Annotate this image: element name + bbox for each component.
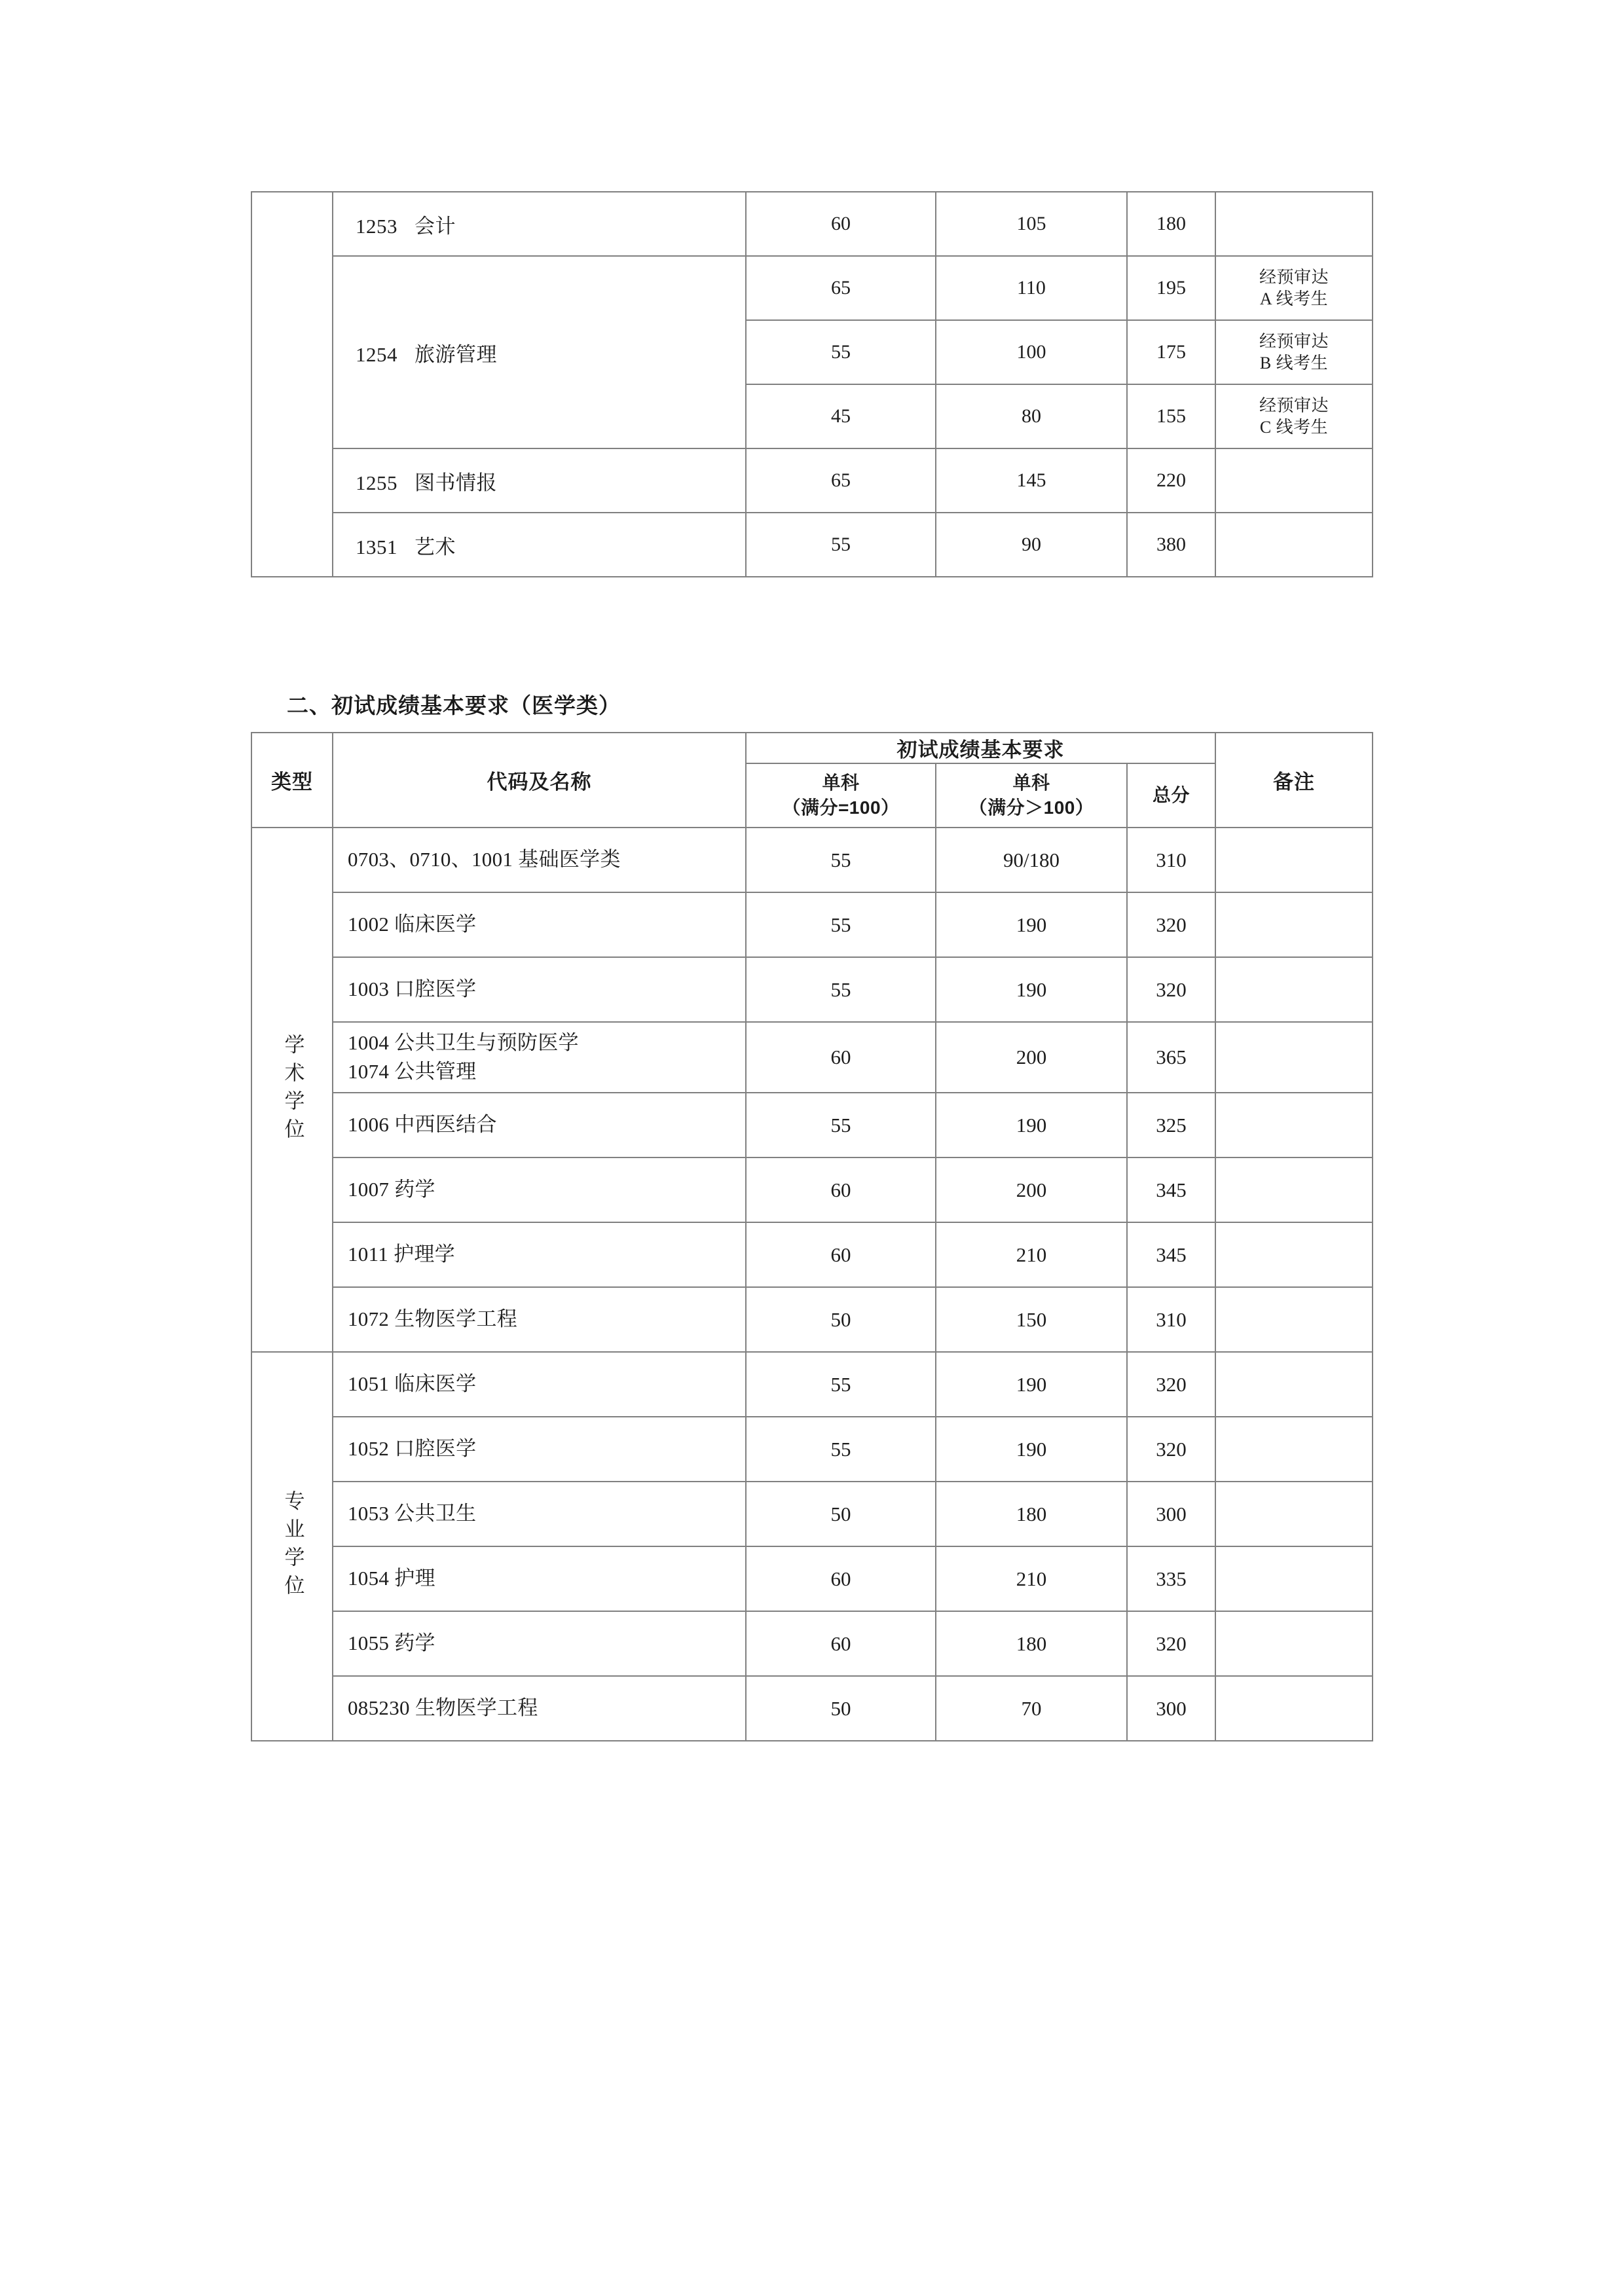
table-row bbox=[251, 1482, 1373, 1546]
single-gt100-cell: 210 bbox=[936, 1222, 1127, 1287]
table-row bbox=[251, 1157, 1373, 1222]
single-100-cell: 60 bbox=[746, 192, 936, 256]
total-cell: 320 bbox=[1127, 1611, 1215, 1676]
remark-cell bbox=[1215, 1417, 1373, 1482]
single-100-cell: 60 bbox=[746, 1222, 936, 1287]
table-row bbox=[251, 1611, 1373, 1676]
header-single-100 bbox=[746, 763, 936, 828]
total-cell: 220 bbox=[1127, 448, 1215, 513]
total-cell: 325 bbox=[1127, 1093, 1215, 1157]
single-100-cell: 55 bbox=[746, 1093, 936, 1157]
single-gt100-cell: 80 bbox=[936, 384, 1127, 448]
remark-line-2: A 线考生 bbox=[1259, 289, 1329, 308]
program-title: 旅游管理 bbox=[415, 342, 497, 366]
program-name-cell bbox=[333, 192, 746, 256]
program-code: 1351 bbox=[356, 535, 397, 558]
total-cell: 345 bbox=[1127, 1157, 1215, 1222]
table-row bbox=[251, 1022, 1373, 1093]
single-gt100-cell: 70 bbox=[936, 1676, 1127, 1741]
single-gt100-cell: 190 bbox=[936, 892, 1127, 957]
program-name-cell bbox=[333, 1022, 746, 1093]
remark-cell bbox=[1215, 1676, 1373, 1741]
remark-cell bbox=[1215, 828, 1373, 892]
group-label-professional-text: 专业学位 bbox=[281, 1490, 304, 1603]
single-gt100-cell: 90/180 bbox=[936, 828, 1127, 892]
table-row bbox=[251, 892, 1373, 957]
total-cell: 300 bbox=[1127, 1482, 1215, 1546]
program-name-line1: 1004 公共卫生与预防医学 bbox=[348, 1030, 579, 1054]
table-row bbox=[251, 1222, 1373, 1287]
header-single-gt100-line1: 单科 bbox=[1012, 773, 1050, 793]
table-row bbox=[251, 448, 1373, 513]
single-100-cell: 55 bbox=[746, 320, 936, 384]
single-100-cell: 50 bbox=[746, 1482, 936, 1546]
single-100-cell: 65 bbox=[746, 448, 936, 513]
table-row bbox=[251, 192, 1373, 256]
remark-cell bbox=[1215, 1611, 1373, 1676]
program-name-cell: 1051 临床医学 bbox=[333, 1352, 746, 1417]
header-type: 类型 bbox=[251, 733, 333, 828]
single-100-cell: 60 bbox=[746, 1611, 936, 1676]
group-label-academic bbox=[251, 828, 333, 1352]
program-name-cell: 1053 公共卫生 bbox=[333, 1482, 746, 1546]
program-name-cell: 1054 护理 bbox=[333, 1546, 746, 1611]
single-100-cell: 55 bbox=[746, 1417, 936, 1482]
table-row bbox=[251, 1352, 1373, 1417]
remark-cell bbox=[1215, 320, 1373, 384]
table-row bbox=[251, 1417, 1373, 1482]
total-cell: 380 bbox=[1127, 513, 1215, 577]
score-requirements-table-continued bbox=[251, 191, 1373, 577]
single-gt100-cell: 105 bbox=[936, 192, 1127, 256]
section-heading: 二、初试成绩基本要求（医学类） bbox=[287, 693, 621, 718]
remark-line-1: 经预审达 bbox=[1259, 331, 1329, 351]
program-name-cell: 1002 临床医学 bbox=[333, 892, 746, 957]
single-gt100-cell: 180 bbox=[936, 1611, 1127, 1676]
single-100-cell: 45 bbox=[746, 384, 936, 448]
table-row bbox=[251, 1287, 1373, 1352]
total-cell: 155 bbox=[1127, 384, 1215, 448]
program-name-cell: 1003 口腔医学 bbox=[333, 957, 746, 1022]
single-100-cell: 55 bbox=[746, 513, 936, 577]
program-title: 艺术 bbox=[415, 535, 456, 558]
program-title: 会计 bbox=[415, 214, 456, 238]
header-total: 总分 bbox=[1127, 763, 1215, 828]
single-gt100-cell: 100 bbox=[936, 320, 1127, 384]
single-100-cell: 55 bbox=[746, 957, 936, 1022]
header-single-gt100 bbox=[936, 763, 1127, 828]
total-cell: 320 bbox=[1127, 1352, 1215, 1417]
program-code: 1253 bbox=[356, 214, 397, 238]
program-name-cell bbox=[333, 256, 746, 448]
remark-line-2: C 线考生 bbox=[1259, 418, 1329, 437]
single-gt100-cell: 190 bbox=[936, 1417, 1127, 1482]
total-cell: 345 bbox=[1127, 1222, 1215, 1287]
single-100-cell: 55 bbox=[746, 828, 936, 892]
program-title: 图书情报 bbox=[415, 471, 497, 494]
program-name-cell: 0703、0710、1001 基础医学类 bbox=[333, 828, 746, 892]
single-gt100-cell: 150 bbox=[936, 1287, 1127, 1352]
program-name-cell: 085230 生物医学工程 bbox=[333, 1676, 746, 1741]
total-cell: 310 bbox=[1127, 1287, 1215, 1352]
score-requirements-table-medical bbox=[251, 732, 1373, 1741]
single-gt100-cell: 180 bbox=[936, 1482, 1127, 1546]
remark-cell bbox=[1215, 1287, 1373, 1352]
single-gt100-cell: 145 bbox=[936, 448, 1127, 513]
single-100-cell: 65 bbox=[746, 256, 936, 320]
header-single-100-line1: 单科 bbox=[822, 773, 860, 793]
remark-cell bbox=[1215, 192, 1373, 256]
single-100-cell: 55 bbox=[746, 1352, 936, 1417]
total-cell: 320 bbox=[1127, 892, 1215, 957]
header-code-and-name: 代码及名称 bbox=[333, 733, 746, 828]
program-name-line2: 1074 公共管理 bbox=[348, 1060, 477, 1083]
remark-cell bbox=[1215, 1093, 1373, 1157]
program-code: 1254 bbox=[356, 342, 397, 366]
program-name-cell: 1007 药学 bbox=[333, 1157, 746, 1222]
table-row bbox=[251, 828, 1373, 892]
program-name-cell: 1011 护理学 bbox=[333, 1222, 746, 1287]
remark-cell bbox=[1215, 892, 1373, 957]
remark-cell bbox=[1215, 1352, 1373, 1417]
single-gt100-cell: 110 bbox=[936, 256, 1127, 320]
remark-cell bbox=[1215, 256, 1373, 320]
total-cell: 175 bbox=[1127, 320, 1215, 384]
total-cell: 320 bbox=[1127, 957, 1215, 1022]
remark-cell bbox=[1215, 1546, 1373, 1611]
table-row bbox=[251, 256, 1373, 320]
program-name-cell: 1052 口腔医学 bbox=[333, 1417, 746, 1482]
single-gt100-cell: 190 bbox=[936, 1352, 1127, 1417]
header-remark: 备注 bbox=[1215, 733, 1373, 828]
table-row bbox=[251, 1093, 1373, 1157]
single-100-cell: 50 bbox=[746, 1287, 936, 1352]
total-cell: 320 bbox=[1127, 1417, 1215, 1482]
table-row bbox=[251, 513, 1373, 577]
total-cell: 180 bbox=[1127, 192, 1215, 256]
single-100-cell: 60 bbox=[746, 1546, 936, 1611]
group-label-academic-text: 学术学位 bbox=[281, 1033, 304, 1146]
program-name-cell: 1055 药学 bbox=[333, 1611, 746, 1676]
remark-cell bbox=[1215, 1022, 1373, 1093]
program-code: 1255 bbox=[356, 471, 397, 494]
table-header-row bbox=[251, 733, 1373, 763]
program-name-cell bbox=[333, 448, 746, 513]
total-cell: 310 bbox=[1127, 828, 1215, 892]
single-gt100-cell: 190 bbox=[936, 1093, 1127, 1157]
table-row bbox=[251, 957, 1373, 1022]
total-cell: 300 bbox=[1127, 1676, 1215, 1741]
remark-cell bbox=[1215, 1482, 1373, 1546]
program-name-cell bbox=[333, 513, 746, 577]
header-single-100-line2: （满分=100） bbox=[782, 797, 900, 818]
single-100-cell: 55 bbox=[746, 892, 936, 957]
remark-cell bbox=[1215, 957, 1373, 1022]
header-group-requirements: 初试成绩基本要求 bbox=[746, 733, 1215, 763]
remark-cell bbox=[1215, 1222, 1373, 1287]
type-cell-empty bbox=[251, 192, 333, 577]
header-single-gt100-line2: （满分＞100） bbox=[969, 797, 1094, 818]
program-name-cell: 1072 生物医学工程 bbox=[333, 1287, 746, 1352]
single-gt100-cell: 90 bbox=[936, 513, 1127, 577]
remark-cell bbox=[1215, 1157, 1373, 1222]
single-gt100-cell: 200 bbox=[936, 1157, 1127, 1222]
remark-line-2: B 线考生 bbox=[1259, 354, 1329, 373]
single-100-cell: 50 bbox=[746, 1676, 936, 1741]
remark-cell bbox=[1215, 513, 1373, 577]
remark-line-1: 经预审达 bbox=[1259, 395, 1329, 415]
remark-line-1: 经预审达 bbox=[1259, 267, 1329, 287]
single-100-cell: 60 bbox=[746, 1022, 936, 1093]
program-name-cell: 1006 中西医结合 bbox=[333, 1093, 746, 1157]
single-gt100-cell: 190 bbox=[936, 957, 1127, 1022]
remark-cell bbox=[1215, 384, 1373, 448]
total-cell: 365 bbox=[1127, 1022, 1215, 1093]
single-gt100-cell: 210 bbox=[936, 1546, 1127, 1611]
total-cell: 195 bbox=[1127, 256, 1215, 320]
total-cell: 335 bbox=[1127, 1546, 1215, 1611]
single-100-cell: 60 bbox=[746, 1157, 936, 1222]
group-label-professional bbox=[251, 1352, 333, 1741]
single-gt100-cell: 200 bbox=[936, 1022, 1127, 1093]
table-row bbox=[251, 1676, 1373, 1741]
table-row bbox=[251, 1546, 1373, 1611]
remark-cell bbox=[1215, 448, 1373, 513]
